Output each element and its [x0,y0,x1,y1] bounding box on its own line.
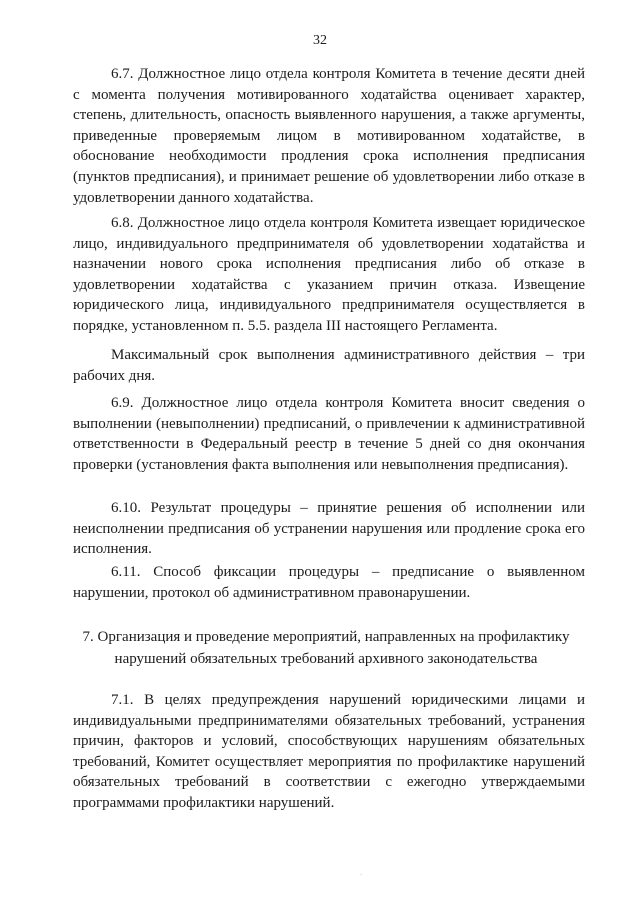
paragraph-7-1: 7.1. В целях предупреждения нарушений юридическими лицами и индивидуальными предпринимателями обязательных требований, устранения причин, факторов и условий, способствующих нарушениям обязательных требований, Комитет осуществляет мероприятия по профилактике нарушений обязательных требований в соответствии с ежегодно утверждаемыми программами профилактики нарушений. [73,692,585,811]
section-heading-line-1: 7. Организация и проведение мероприятий, направленных на профилактику [82,629,570,645]
paragraph-6-7: 6.7. Должностное лицо отдела контроля Комитета в течение десяти дней с момента получения мотивированного ходатайства оценивает характер, степень, длительность, опасность выявленного нарушения, а также аргументы, приведенные проверяемым лицом в мотивированном ходатайстве, в обоснование необходимости продления срока исполнения предписания (пунктов предписания), и принимает решение об удовлетворении либо отказе в удовлетворении данного ходатайства. [73,66,585,206]
paragraph-6-9: 6.9. Должностное лицо отдела контроля Комитета вносит сведения о выполнении (невыполнении) предписаний, о привлечении к административной ответственности в Федеральный реестр в течение 5 дней со дня окончания проверки (установления факта выполнения или невыполнения предписания). [73,395,585,473]
section-heading-line-2: нарушений обязательных требований архивного законодательства [114,651,538,667]
paragraph-6-11: 6.11. Способ фиксации процедуры – предписание о выявленном нарушении, протокол об административном правонарушении. [73,564,585,601]
paragraph-max-term: Максимальный срок выполнения административного действия – три рабочих дня. [73,347,585,384]
paragraph-6-8: 6.8. Должностное лицо отдела контроля Комитета извещает юридическое лицо, индивидуального предпринимателя об удовлетворении ходатайства и назначении нового срока исполнения предписания либо об отказе в удовлетворении ходатайства с указанием причин отказа. Извещение юридического лица, индивидуального предпринимателя осуществляется в порядке, установленном п. 5.5. раздела III настоящего Регламента. [73,215,585,334]
page-number: 32 [313,33,327,48]
scan-speck: . [360,868,362,877]
paragraph-6-10: 6.10. Результат процедуры – принятие решения об исполнении или неисполнении предписания об устранении нарушения или продление срока его исполнения. [73,500,585,558]
section-heading [70,626,582,670]
